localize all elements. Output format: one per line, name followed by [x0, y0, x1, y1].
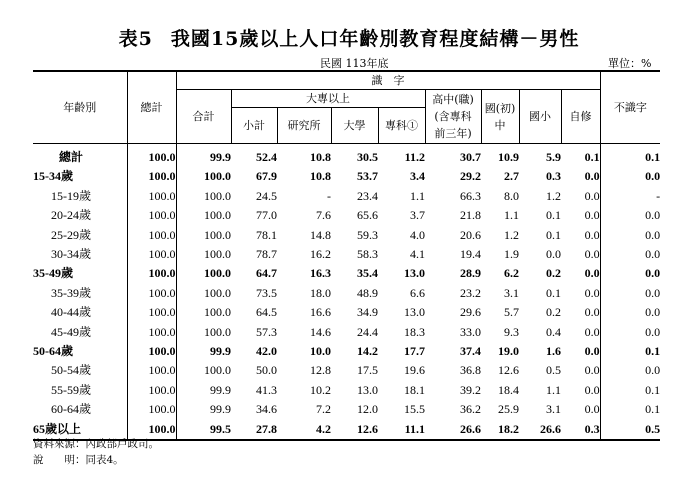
cell-value: 100.0: [176, 206, 231, 225]
cell-value: 100.0: [127, 400, 176, 419]
cell-value: 99.9: [176, 342, 231, 361]
cell-value: 0.1: [546, 285, 561, 300]
header-college-subtotal: 小計: [231, 108, 277, 144]
cell-value: 41.3: [256, 382, 277, 397]
table-title-text: 我國15歲以上人口年齡別教育程度結構－男性: [170, 28, 580, 50]
cell-value: 0.1: [546, 227, 561, 242]
cell-value: 100.0: [176, 187, 231, 206]
cell-value: 65.6: [357, 208, 378, 223]
cell-value: 17.5: [357, 363, 378, 378]
cell-value: 0.0: [600, 206, 660, 225]
cell-value: 37.4: [460, 344, 481, 359]
header-senior-high-line3: 前三年): [434, 127, 472, 140]
cell-value: 99.9: [176, 144, 231, 168]
cell-value: 100.0: [127, 420, 176, 440]
cell-value: 0.0: [584, 402, 600, 417]
table-row: [33, 284, 660, 303]
cell-value: 3.1: [546, 402, 561, 417]
cell-value: 100.0: [176, 264, 231, 283]
cell-value: 24.4: [357, 324, 378, 339]
table-title: [0, 24, 698, 51]
cell-value: 78.7: [256, 247, 277, 262]
row-label: 30-34歲: [51, 247, 91, 262]
cell-value: 0.0: [584, 266, 600, 281]
cell-value: 100.0: [127, 303, 176, 322]
cell-value: 4.0: [410, 227, 425, 242]
cell-value: 0.5: [600, 420, 660, 440]
cell-value: 0.0: [584, 208, 600, 223]
cell-value: 34.9: [357, 305, 378, 320]
cell-value: 67.9: [256, 169, 277, 184]
header-senior-high-line1: 高中(職): [432, 93, 474, 106]
cell-value: 100.0: [127, 187, 176, 206]
cell-value: 59.3: [357, 227, 378, 242]
cell-value: 7.6: [316, 208, 331, 223]
cell-value: 100.0: [127, 264, 176, 283]
header-illiterate: 不識字: [600, 71, 660, 144]
cell-value: 16.3: [310, 266, 331, 281]
cell-value: 0.0: [600, 245, 660, 264]
cell-value: 12.6: [331, 420, 378, 440]
cell-value: 3.4: [410, 169, 425, 184]
cell-value: 1.1: [546, 382, 561, 397]
cell-value: 26.6: [519, 420, 561, 440]
cell-value: 64.5: [256, 305, 277, 320]
header-junior-college: 專科①: [378, 108, 425, 144]
row-label: 50-64歲: [33, 344, 73, 359]
cell-value: 42.0: [256, 344, 277, 359]
cell-value: 100.0: [176, 361, 231, 380]
cell-value: 3.7: [410, 208, 425, 223]
cell-value: 11.1: [378, 420, 425, 440]
header-self-taught: 自修: [561, 90, 600, 144]
cell-value: 0.0: [584, 324, 600, 339]
header-literate: 識 字: [176, 71, 600, 90]
cell-value: 100.0: [127, 245, 176, 264]
table-row: [33, 226, 660, 245]
cell-value: 17.7: [404, 344, 425, 359]
cell-value: 11.2: [404, 150, 425, 164]
cell-value: 0.0: [584, 169, 600, 184]
cell-value: 0.1: [584, 150, 600, 164]
cell-value: 0.0: [584, 227, 600, 242]
cell-value: 29.6: [460, 305, 481, 320]
table-row: [33, 342, 660, 361]
cell-value: 100.0: [176, 303, 231, 322]
header-junior-high: [481, 90, 519, 144]
cell-value: 53.7: [357, 169, 378, 184]
cell-value: 78.1: [256, 227, 277, 242]
cell-value: 100.0: [127, 167, 176, 186]
source-note: 資料來源：內政部戶政司。: [33, 438, 159, 450]
cell-value: 99.9: [176, 400, 231, 419]
cell-value: 1.1: [504, 208, 519, 223]
cell-value: 33.0: [460, 324, 481, 339]
row-label: 15-19歲: [51, 188, 91, 203]
row-label: 60-64歲: [51, 402, 91, 417]
cell-value: 100.0: [176, 245, 231, 264]
cell-value: 12.0: [357, 402, 378, 417]
cell-value: 0.1: [600, 144, 660, 168]
cell-value: 36.2: [460, 402, 481, 417]
row-label: 總計: [59, 150, 84, 164]
row-label: 65歲以上: [33, 420, 127, 440]
cell-value: 28.9: [460, 266, 481, 281]
cell-value: 0.0: [584, 382, 600, 397]
table-row: [33, 167, 660, 186]
cell-value: 14.2: [357, 344, 378, 359]
table-notes: [33, 436, 159, 468]
table-row: [33, 144, 660, 168]
cell-value: 0.0: [600, 264, 660, 283]
cell-value: 58.3: [357, 247, 378, 262]
cell-value: 19.4: [460, 247, 481, 262]
row-label: 20-24歲: [51, 208, 91, 223]
cell-value: 30.7: [460, 150, 481, 164]
cell-value: 7.2: [316, 402, 331, 417]
cell-value: 35.4: [357, 266, 378, 281]
cell-value: 20.6: [460, 227, 481, 242]
cell-value: 0.2: [546, 266, 561, 281]
cell-value: 36.8: [460, 363, 481, 378]
education-structure-table: [33, 70, 660, 441]
cell-value: 10.8: [310, 169, 331, 184]
header-junior-high-line1: 國(初): [484, 101, 516, 115]
cell-value: 0.0: [584, 363, 600, 378]
cell-value: 99.5: [176, 420, 231, 440]
cell-value: 10.0: [310, 344, 331, 359]
table-row: [33, 400, 660, 419]
cell-value: 14.8: [310, 227, 331, 242]
cell-value: 1.1: [410, 188, 425, 203]
cell-value: 8.0: [504, 188, 519, 203]
cell-value: 13.0: [404, 305, 425, 320]
unit-label: 單位：%: [608, 57, 652, 70]
cell-value: 15.5: [404, 402, 425, 417]
cell-value: 3.1: [504, 285, 519, 300]
cell-value: 0.1: [546, 208, 561, 223]
header-graduate: 研究所: [277, 108, 331, 144]
cell-value: 0.0: [584, 344, 600, 359]
cell-value: 4.1: [410, 247, 425, 262]
header-age-group: 年齡別: [33, 71, 127, 144]
cell-value: 23.4: [357, 188, 378, 203]
table-row: [33, 206, 660, 225]
cell-value: 0.0: [600, 226, 660, 245]
table-row: [33, 361, 660, 380]
cell-value: 18.1: [404, 382, 425, 397]
cell-value: 21.8: [460, 208, 481, 223]
cell-value: 10.8: [310, 150, 331, 164]
header-elementary: 國小: [519, 90, 561, 144]
cell-value: 24.5: [256, 188, 277, 203]
cell-value: 39.2: [460, 382, 481, 397]
row-label: 15-34歲: [33, 169, 73, 184]
header-university: 大學: [331, 108, 378, 144]
cell-value: 1.2: [546, 188, 561, 203]
cell-value: 100.0: [127, 342, 176, 361]
row-label: 40-44歲: [51, 305, 91, 320]
table-number: 表5: [118, 28, 153, 50]
cell-value: 5.7: [504, 305, 519, 320]
cell-value: 19.6: [404, 363, 425, 378]
cell-value: 0.0: [600, 361, 660, 380]
header-senior-high: [425, 90, 481, 144]
cell-value: 1.9: [504, 247, 519, 262]
cell-value: 1.2: [504, 227, 519, 242]
cell-value: 48.9: [357, 285, 378, 300]
cell-value: 0.0: [600, 284, 660, 303]
cell-value: 99.9: [176, 381, 231, 400]
cell-value: 23.2: [460, 285, 481, 300]
cell-value: 100.0: [176, 226, 231, 245]
cell-value: -: [600, 187, 660, 206]
cell-value: 50.0: [256, 363, 277, 378]
cell-value: 73.5: [256, 285, 277, 300]
cell-value: 34.6: [256, 402, 277, 417]
cell-value: 27.8: [231, 420, 277, 440]
cell-value: 52.4: [256, 150, 277, 164]
cell-value: 100.0: [127, 381, 176, 400]
cell-value: 0.0: [584, 285, 600, 300]
cell-value: 13.0: [404, 266, 425, 281]
cell-value: -: [327, 188, 331, 203]
table-row: [33, 245, 660, 264]
header-subtotal: 合計: [176, 90, 231, 144]
cell-value: 13.0: [357, 382, 378, 397]
cell-value: 0.2: [546, 305, 561, 320]
cell-value: 26.6: [425, 420, 481, 440]
cell-value: 57.3: [256, 324, 277, 339]
row-label: 35-39歲: [51, 285, 91, 300]
table-body: [33, 144, 660, 441]
cell-value: 16.2: [310, 247, 331, 262]
cell-value: 77.0: [256, 208, 277, 223]
cell-value: 19.0: [498, 344, 519, 359]
cell-value: 100.0: [127, 226, 176, 245]
cell-value: 29.2: [460, 169, 481, 184]
row-label: 55-59歲: [51, 382, 91, 397]
cell-value: 64.7: [256, 266, 277, 281]
cell-value: 6.2: [504, 266, 519, 281]
cell-value: 0.1: [600, 342, 660, 361]
cell-value: 0.0: [600, 167, 660, 186]
cell-value: 18.0: [310, 285, 331, 300]
table-row: [33, 187, 660, 206]
cell-value: 10.2: [310, 382, 331, 397]
cell-value: 100.0: [127, 361, 176, 380]
cell-value: 100.0: [176, 323, 231, 342]
cell-value: 10.9: [498, 150, 519, 164]
cell-value: 0.0: [600, 323, 660, 342]
cell-value: 0.5: [546, 363, 561, 378]
cell-value: 0.0: [584, 247, 600, 262]
table-row: [33, 381, 660, 400]
cell-value: 0.3: [561, 420, 600, 440]
header-college-above: 大專以上: [231, 90, 425, 108]
cell-value: 16.6: [310, 305, 331, 320]
cell-value: 5.9: [546, 150, 561, 164]
reference-date: 民國 113年底: [320, 57, 389, 70]
row-label: 35-49歲: [33, 266, 73, 281]
explanation-note: 說 明：同表4。: [33, 454, 124, 466]
cell-value: 0.1: [600, 400, 660, 419]
cell-value: 0.0: [600, 303, 660, 322]
cell-value: 9.3: [504, 324, 519, 339]
cell-value: 0.3: [546, 169, 561, 184]
row-label: 50-54歲: [51, 363, 91, 378]
cell-value: 100.0: [176, 284, 231, 303]
cell-value: 100.0: [127, 323, 176, 342]
cell-value: 14.6: [310, 324, 331, 339]
cell-value: 18.2: [481, 420, 519, 440]
cell-value: 0.0: [584, 305, 600, 320]
cell-value: 18.4: [498, 382, 519, 397]
cell-value: 0.0: [584, 188, 600, 203]
cell-value: 66.3: [460, 188, 481, 203]
header-senior-high-line2: (含專科: [434, 110, 472, 123]
cell-value: 0.4: [546, 324, 561, 339]
cell-value: 100.0: [127, 144, 176, 168]
table-header: [33, 71, 660, 144]
header-total: 總計: [127, 71, 176, 144]
cell-value: 0.0: [546, 247, 561, 262]
cell-value: 1.6: [546, 344, 561, 359]
row-label: 25-29歲: [51, 227, 91, 242]
cell-value: 100.0: [127, 206, 176, 225]
cell-value: 12.8: [310, 363, 331, 378]
cell-value: 4.2: [277, 420, 331, 440]
cell-value: 100.0: [176, 167, 231, 186]
row-label: 45-49歲: [51, 324, 91, 339]
cell-value: 18.3: [404, 324, 425, 339]
cell-value: 100.0: [127, 284, 176, 303]
cell-value: 30.5: [357, 150, 378, 164]
table-row: [33, 264, 660, 283]
table-row: [33, 323, 660, 342]
header-junior-high-line2: 中: [494, 118, 506, 132]
cell-value: 6.6: [410, 285, 425, 300]
cell-value: 0.1: [600, 381, 660, 400]
cell-value: 25.9: [498, 402, 519, 417]
cell-value: 12.6: [498, 363, 519, 378]
table-row: [33, 303, 660, 322]
cell-value: 2.7: [504, 169, 519, 184]
